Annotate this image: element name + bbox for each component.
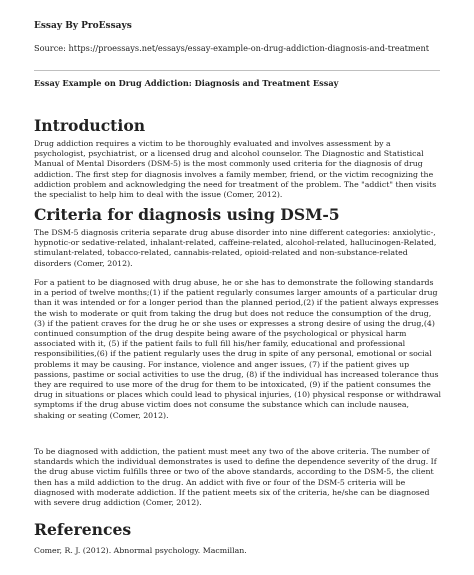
header-divider xyxy=(34,70,440,71)
section-heading-references: References xyxy=(34,520,132,539)
section-heading-criteria: Criteria for diagnosis using DSM-5 xyxy=(34,205,340,224)
introduction-paragraph: Drug addiction requires a victim to be thoroughly evaluated and involves assessment by a psychologist, psychiatrist, or a licensed drug and alcohol counselor. The Diagnostic and Statistical Manual of Mental Disorders (DSM-5) is the most commonly used criteria for the diagnosis of drug addiction. The first step for diagnosis involves a family member, friend, or the victim recognizing the addiction problem and acknowledging the need for treatment of the problem. The "addict" then visits the specialist to help him to deal with the issue (Comer, 2012). xyxy=(34,139,437,200)
brand-label: Essay By ProEssays xyxy=(34,21,132,31)
source-line: Source: https://proessays.net/essays/essay-example-on-drug-addiction-diagnosis-and-treatment xyxy=(34,43,430,53)
criteria-paragraph: For a patient to be diagnosed with drug abuse, he or she has to demonstrate the following standards in a period of twelve months;(1) if the patient regularly consumes larger amounts of a particular drug than it was intended or for a longer period than the planned period,(2) if the patient always expresses the wish to moderate or quit from taking the drug but does not reduce the consumption of the drug,(3) if the patient craves for the drug he or she uses or expresses a strong desire of using the drug,(4) continued consumption of the drug despite being aware of the psychological or physical harm associated with it, (5) if the patient fails to full fill his/her family, educational and professional responsibilities,(6) if the patient regularly uses the drug in spite of any personal, emotional or social problems it may be causing. For instance, violence and anger issues, (7) if the patient gives up passions, pastime or social activities to use the drug, (8) if the individual has increased tolerance thus they are required to use more of the drug for them to be intoxicated, (9) if the patient consumes the drug in situations or places which could lead to physical injuries, (10) physical response or withdrawal symptoms if the drug abuse victim does not consume the substance which can include nausea, shaking or seating (Comer, 2012). xyxy=(34,278,442,420)
criteria-paragraph: The DSM-5 diagnosis criteria separate drug abuse disorder into nine different categories: anxiolytic-, hypnotic-or sedative-related, inhalant-related, caffeine-related, alcohol-related, hallucinogen-Related, stimulant-related, tobacco-related, cannabis-related, opioid-related and non-substance-related disorders (Comer, 2012). xyxy=(34,228,437,268)
document-title: Essay Example on Drug Addiction: Diagnosis and Treatment Essay xyxy=(34,78,339,88)
criteria-paragraph: To be diagnosed with addiction, the patient must meet any two of the above criteria. The number of standards which the individual demonstrates is used to define the dependence severity of the drug. If the drug abuse victim fulfills three or two of the above standards, according to the DSM-5, the client then has a mild addiction to the drug. An addict with five or four of the DSM-5 criteria will be diagnosed with moderate addiction. If the patient meets six of the criteria, he/she can be diagnosed with severe drug addiction (Comer, 2012). xyxy=(34,447,437,508)
section-heading-introduction: Introduction xyxy=(34,116,146,135)
reference-item: Comer, R. J. (2012). Abnormal psychology. Macmillan. xyxy=(34,546,247,555)
